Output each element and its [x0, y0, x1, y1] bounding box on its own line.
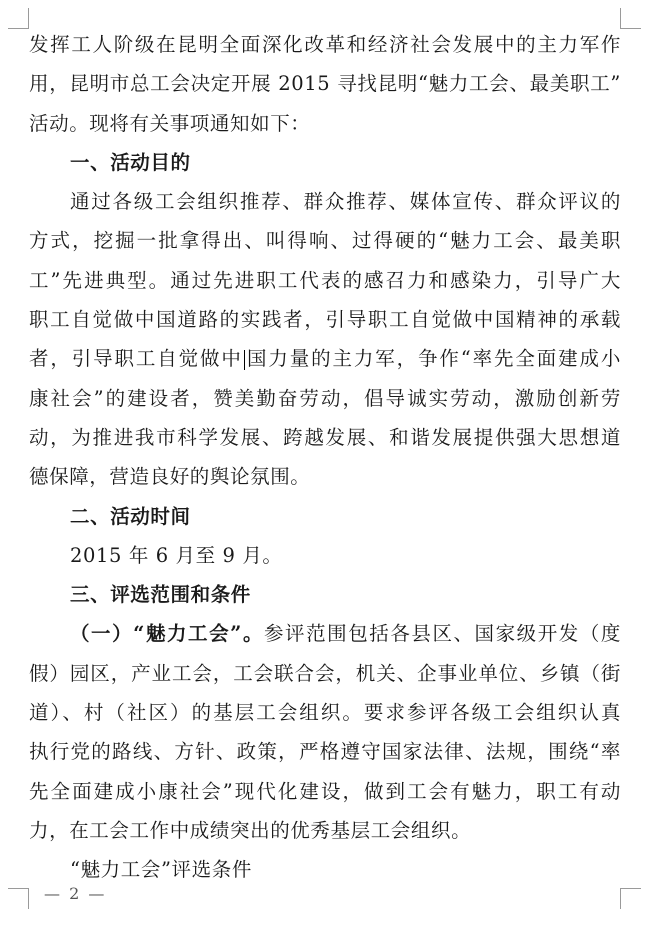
text-line: 德保障，营造良好的舆论氛围。 — [29, 465, 311, 489]
text-segment: 国力量的主力军，争作“率先全面建成小 — [245, 347, 621, 371]
text-segment: 者，引导职工自觉做中 — [29, 347, 243, 371]
crop-mark-top-right — [620, 8, 641, 29]
page-number: — 2 — — [44, 884, 107, 903]
text-line-with-lead — [29, 614, 621, 653]
text-line-with-cursor — [29, 339, 621, 378]
document-body[interactable] — [29, 25, 621, 890]
text-line: 道）、村（社区）的基层工会组织。要求参评各级工会组织认真 — [29, 701, 621, 725]
text-line: 动，为推进我市科学发展、跨越发展、和谐发展提供强大思想道 — [29, 425, 621, 449]
criteria-title: “魅力工会”评选条件 — [70, 858, 252, 882]
section-heading-purpose: 一、活动目的 — [70, 150, 191, 174]
text-line: 执行党的路线、方针、政策，严格遵守国家法律、法规，围绕“率 — [29, 740, 621, 764]
text-line: 2015 年 6 月至 9 月。 — [70, 543, 283, 567]
text-line: 通过各级工会组织推荐、群众推荐、媒体宣传、群众评议的 — [70, 190, 621, 214]
crop-mark-bottom-left — [8, 888, 29, 909]
text-cursor — [244, 350, 245, 370]
text-line: 力，在工会工作中成绩突出的优秀基层工会组织。 — [29, 818, 472, 842]
text-line: 方式，挖掘一批拿得出、叫得响、过得硬的“魅力工会、最美职 — [29, 229, 621, 253]
section-heading-scope: 三、评选范围和条件 — [70, 583, 251, 607]
text-segment: 参评范围包括各县区、国家级开发（度 — [264, 622, 621, 646]
crop-mark-bottom-right — [620, 888, 641, 909]
text-line: 工”先进典型。通过先进职工代表的感召力和感染力，引导广大 — [29, 268, 621, 292]
text-line: 发挥工人阶级在昆明全面深化改革和经济社会发展中的主力军作 — [29, 33, 621, 56]
subsection-lead: （一）“魅力工会”。 — [70, 622, 264, 646]
text-line: 先全面建成小康社会”现代化建设，做到工会有魅力，职工有动 — [29, 779, 621, 803]
crop-mark-top-left — [8, 8, 29, 29]
section-heading-time: 二、活动时间 — [70, 504, 191, 528]
text-line: 康社会”的建设者，赞美勤奋劳动，倡导诚实劳动，激励创新劳 — [29, 386, 621, 410]
text-line: 活动。现将有关事项通知如下： — [29, 111, 311, 135]
text-line: 假）园区，产业工会，工会联合会，机关、企事业单位、乡镇（街 — [29, 661, 621, 685]
text-line: 职工自觉做中国道路的实践者，引导职工自觉做中国精神的承载 — [29, 308, 621, 332]
text-line: 用，昆明市总工会决定开展 2015 寻找昆明“魅力工会、最美职工” — [29, 72, 621, 96]
